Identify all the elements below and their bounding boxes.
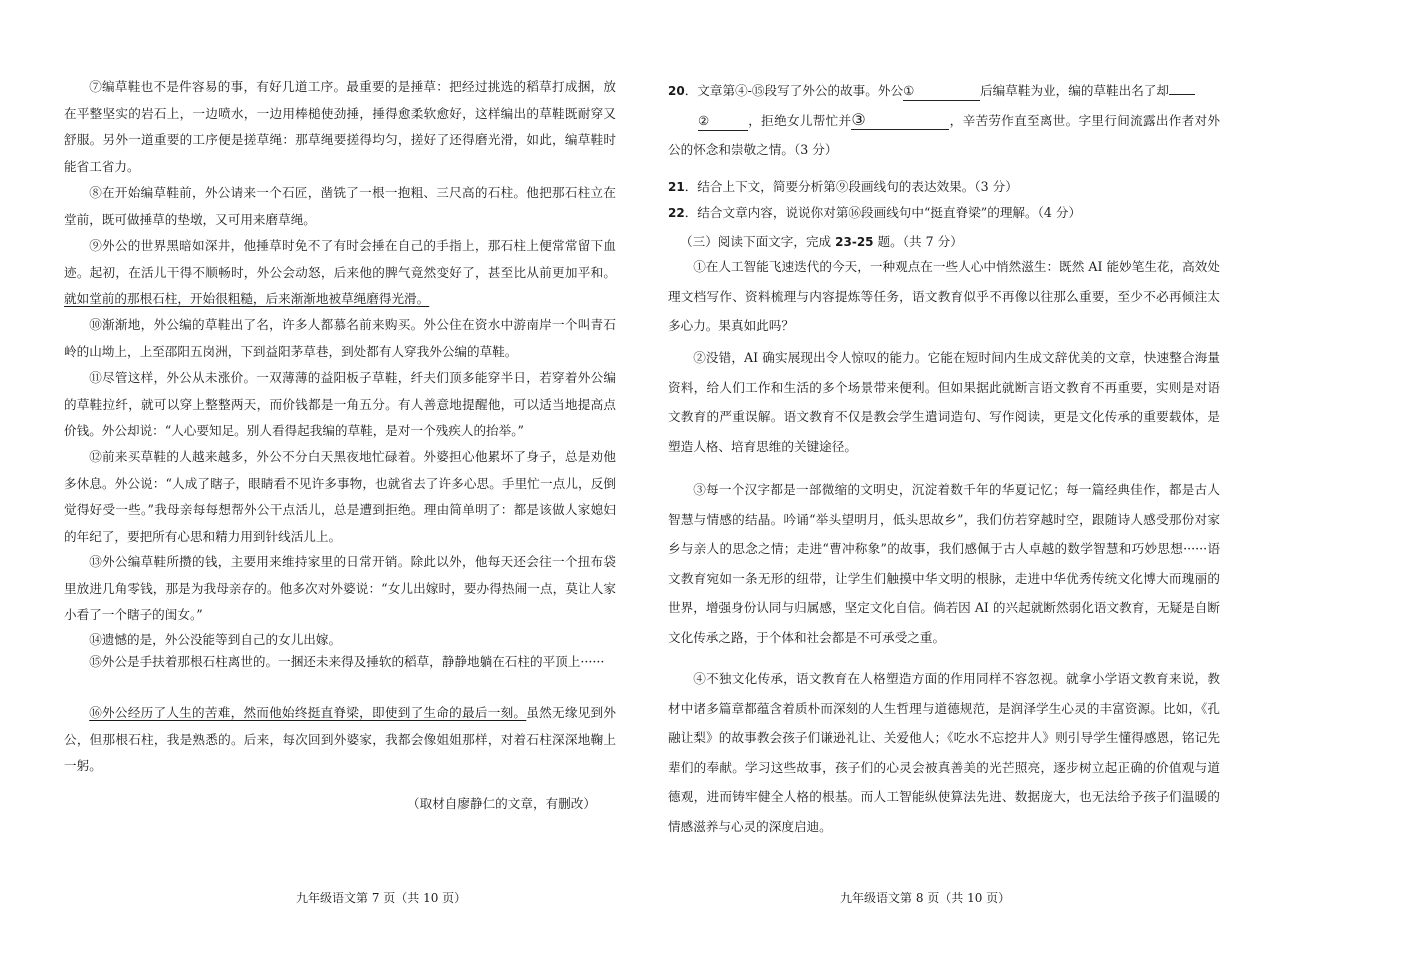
question-number-20: 20 xyxy=(668,84,685,98)
article-paragraph-1: ①在人工智能飞速迭代的今天，一种观点在一些人心中悄然滋生：既然 AI 能妙笔生花，高效处理文档写作、资料梳理与内容提炼等任务，语文教育似乎不再像以往那么重要，至少不必再倾注太多心力。果真如此吗？ xyxy=(668,259,1220,333)
paragraph-7: ⑦编草鞋也不是件容易的事，有好几道工序。最重要的是捶草：把经过挑选的稻草打成捆，放在平整坚实的岩石上，一边喷水，一边用棒槌使劲捶，捶得愈柔软愈好，这样编出的草鞋既耐穿又舒服。另外一道重要的工序便是搓草绳：那草绳要搓得均匀，搓好了还得磨光滑，如此，编草鞋时能省工省力。 xyxy=(64,79,616,174)
answer-blank-1[interactable]: ① xyxy=(903,82,980,101)
answer-blank-2[interactable]: ② xyxy=(698,112,748,131)
section-3-pre: （三）阅读下面文字，完成 xyxy=(680,234,836,249)
paragraph-11: ⑪尽管这样，外公从未涨价。一双薄薄的益阳板子草鞋，纤夫们顶多能穿半日，若穿着外公编的草鞋拉纤，就可以穿上整整两天，而价钱都是一角五分。有人善意地提醒他，可以适当地提高点价钱。外公却说：“人心要知足。别人看得起我编的草鞋，是对一个残疾人的抬举。” xyxy=(64,370,616,438)
answer-blank-3[interactable]: ③ xyxy=(851,111,949,130)
source-note: （取材自廖静仁的文章，有删改） xyxy=(407,796,596,811)
underlined-sentence-9: 就如堂前的那根石柱，开始很粗糙，后来渐渐地被草绳磨得光滑。 xyxy=(64,291,430,306)
article-paragraph-3: ③每一个汉字都是一部微缩的文明史，沉淀着数千年的华夏记忆；每一篇经典佳作，都是古人智慧与情感的结晶。吟诵“举头望明月，低头思故乡”，我们仿若穿越时空，跟随诗人感受那份对家乡与亲人的思念之情；走进“曹冲称象”的故事，我们感佩于古人卓越的数学智慧和巧妙思想······语文教育宛如一条无形的纽带，让学生们触摸中华文明的根脉，走进中华优秀传统文化博大而瑰丽的世界，增强身份认同与归属感，坚定文化自信。倘若因 AI 的兴起就断然弱化语文教育，无疑是自断文化传承之路，于个体和社会都是不可承受之重。 xyxy=(668,482,1220,645)
paragraph-9 xyxy=(64,233,616,313)
paragraph-13: ⑬外公编草鞋所攒的钱，主要用来维持家里的日常开销。除此以外，他每天还会往一个扭布袋里放进几角零钱，那是为我母亲存的。他多次对外婆说：“女儿出嫁时，要办得热闹一点，莫让人家小看了一个瞎子的闺女。” xyxy=(64,554,616,622)
question-22-text: ．结合文章内容，说说你对第⑯段画线句中“挺直脊梁”的理解。（4 分） xyxy=(684,205,1082,220)
section-3-post: 题。（共 7 分） xyxy=(873,234,963,249)
question-22 xyxy=(668,200,1220,227)
question-21-text: ．结合上下文，简要分析第⑨段画线句的表达效果。（3 分） xyxy=(684,179,1018,194)
paragraph-12: ⑫前来买草鞋的人越来越多，外公不分白天黑夜地忙碌着。外婆担心他累坏了身子，总是劝他多休息。外公说：“人成了瞎子，眼睛看不见许多事物，也就省去了许多心思。手里忙一点儿，反倒觉得好受一些。”我母亲每每想帮外公干点活儿，总是遭到拒绝。理由简单明了：都是该做人家媳妇的年纪了，要把所有心思和精力用到针线活儿上。 xyxy=(64,449,616,544)
article-paragraph-2: ②没错，AI 确实展现出令人惊叹的能力。它能在短时间内生成文辞优美的文章，快速整合海量资料，给人们工作和生活的多个场景带来便利。但如果据此就断言语文教育不再重要，实则是对语文教育的严重误解。语文教育不仅是教会学生遣词造句、写作阅读，更是文化传承的重要载体，是塑造人格、培育思维的关键途径。 xyxy=(668,350,1220,454)
question-number-22: 22 xyxy=(668,206,685,220)
q20-text-c: ，拒绝女儿帮忙并 xyxy=(748,113,852,128)
question-21 xyxy=(668,174,1220,201)
page-footer-8: 九年级语文第 8 页（共 10 页） xyxy=(840,891,1011,905)
underlined-sentence-16: ⑯外公经历了人生的苦难，然而他始终挺直脊梁，即使到了生命的最后一刻。 xyxy=(89,705,527,720)
question-number-21: 21 xyxy=(668,180,685,194)
article-paragraph-4: ④不独文化传承，语文教育在人格塑造方面的作用同样不容忽视。就拿小学语文教育来说，教材中诸多篇章都蕴含着质朴而深刻的人生哲理与道德规范，是润泽学生心灵的丰富资源。比如，《孔融让梨》的故事教会孩子们谦逊礼让、关爱他人；《吃水不忘挖井人》则引导学生懂得感恩，铭记先辈们的奉献。学习这些故事，孩子们的心灵会被真善美的光芒照亮，逐步树立起正确的价值观与道德观，进而铸牢健全人格的根基。而人工智能纵使算法先进、数据庞大，也无法给予孩子们温暖的情感滋养与心灵的深度启迪。 xyxy=(668,671,1220,834)
paragraph-8: ⑧在开始编草鞋前，外公请来一个石匠，凿铣了一根一抱粗、三尺高的石柱。他把那石柱立在堂前，既可做捶草的垫墩，又可用来磨草绳。 xyxy=(64,185,616,227)
paragraph-14: ⑭遗憾的是，外公没能等到自己的女儿出嫁。 xyxy=(89,632,342,647)
paragraph-9-text: ⑨外公的世界黑暗如深井，他捶草时免不了有时会捶在自己的手指上，那石柱上便常常留下血迹。起初，在活儿干得不顺畅时，外公会动怒，后来他的脾气竟然变好了，甚至比从前更加平和。 xyxy=(64,238,616,280)
q20-text-d: ，辛苦劳作直至离世。字里行间流露出作者对外公的怀念和崇敬之情。（3 分） xyxy=(668,113,1221,157)
page-footer-7: 九年级语文第 7 页（共 10 页） xyxy=(296,891,467,905)
q20-text-b: 后编草鞋为业，编的草鞋出名了却 xyxy=(980,83,1169,98)
question-20 xyxy=(668,76,1220,164)
q20-text-a: ．文章第④-⑮段写了外公的故事。外公 xyxy=(684,83,904,98)
answer-blank-2-start[interactable] xyxy=(1169,94,1195,95)
section-3-range: 23-25 xyxy=(835,235,874,249)
paragraph-16-text: 虽然无缘见到外公，但那根石柱，我是熟悉的。后来，每次回到外婆家，我都会像姐姐那样，对着石柱深深地鞠上一躬。 xyxy=(64,705,617,773)
paragraph-16 xyxy=(64,700,616,780)
paragraph-10: ⑩渐渐地，外公编的草鞋出了名，许多人都慕名前来购买。外公住在资水中游南岸一个叫青石岭的山坳上，上至邵阳五岗洲，下到益阳茅草巷，到处都有人穿我外公编的草鞋。 xyxy=(64,317,616,359)
paragraph-15: ⑮外公是手扶着那根石柱离世的。一捆还未来得及捶软的稻草，静静地躺在石柱的平顶上······ xyxy=(89,654,605,669)
